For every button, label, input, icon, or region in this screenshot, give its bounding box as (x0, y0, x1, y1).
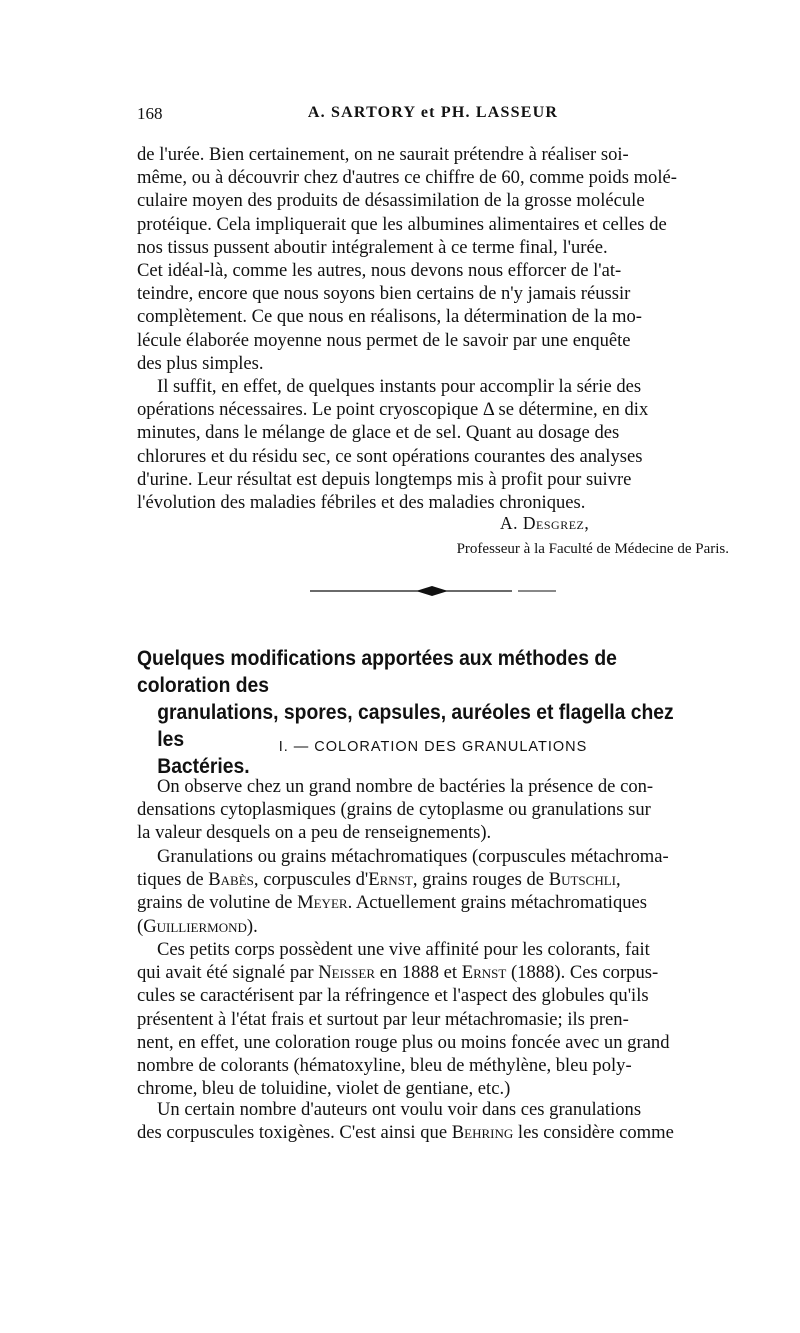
text-run: grains de volutine de (137, 892, 298, 914)
text-line: densations cytoplasmiques (grains de cytoplasme ou granulations sur (137, 799, 651, 821)
text-line: présentent à l'état frais et surtout par leur métachromasie; ils pren- (137, 1008, 629, 1030)
text-run: , grains rouges de (412, 869, 549, 891)
text-line: Granulations ou grains métachromatiques (corpuscules métachroma- (157, 846, 669, 867)
second-paragraph (137, 375, 729, 514)
author-name: Guilliermond (143, 915, 247, 937)
text-run: des corpuscules toxigènes. C'est ainsi que (137, 1122, 452, 1144)
text-line: teindre, encore que nous soyons bien certains de n'y jamais réussir (137, 283, 631, 305)
text-line: protéique. Cela impliquerait que les albumines alimentaires et celles de (137, 213, 667, 235)
text-line: opérations nécessaires. Le point cryoscopique Δ se détermine, en dix (137, 399, 649, 421)
text-line (137, 891, 729, 914)
text-run: ). (246, 915, 258, 937)
text-line: l'évolution des maladies fébriles et des maladies chroniques. (137, 492, 586, 514)
text-run: en 1888 et (375, 962, 462, 984)
text-run: (1888). Ces corpus- (506, 962, 659, 984)
text-line: Ces petits corps possèdent une vive affinité pour les colorants, fait (157, 939, 650, 960)
text-run: , corpuscules d' (253, 869, 369, 891)
text-line: cules se caractérisent par la réfringence et l'aspect des globules qu'ils (137, 985, 649, 1007)
text-run: qui avait été signalé par (137, 962, 319, 984)
running-title: A. SARTORY et PH. LASSEUR (307, 104, 559, 121)
text-line: même, ou à découvrir chez d'autres ce chiffre de 60, comme poids molé- (137, 167, 677, 189)
author-name: Ernst (461, 962, 507, 984)
article-title-line: Bactéries. (157, 755, 250, 778)
text-line: d'urine. Leur résultat est depuis longtemps mis à profit pour suivre (137, 468, 632, 490)
intro-paragraph (137, 143, 729, 375)
page-number: 168 (137, 104, 163, 123)
text-run: , (615, 869, 621, 891)
text-line: chlorures et du résidu sec, ce sont opérations courantes des analyses (137, 445, 643, 467)
text-line: chrome, bleu de toluidine, violet de gentiane, etc.) (137, 1078, 511, 1100)
text-line (137, 961, 729, 984)
text-line: Un certain nombre d'auteurs ont voulu voir dans ces granulations (157, 1099, 642, 1120)
running-head (137, 104, 729, 126)
text-line: Il suffit, en effet, de quelques instants pour accomplir la série des (157, 376, 642, 397)
text-line: nos tissus pussent aboutir intégralement à ce terme final, l'urée. (137, 236, 608, 258)
granulation-paragraph-3 (137, 938, 729, 1100)
granulation-paragraph-4 (137, 1098, 729, 1144)
text-run: ( (137, 915, 144, 937)
text-line: des plus simples. (137, 352, 264, 374)
article-title (137, 645, 689, 780)
text-run: . Actuellement grains métachromatiques (347, 892, 648, 914)
signature-title: Professeur à la Faculté de Médecine de Paris. (456, 541, 729, 557)
author-name: Neisser (318, 962, 375, 984)
text-line: Cet idéal-là, comme les autres, nous devons nous efforcer de l'at- (137, 260, 622, 282)
author-name: Butschli (548, 869, 616, 891)
text-run: les considère comme (513, 1122, 674, 1144)
section-divider-ornament (308, 583, 558, 599)
article-title-line: Quelques modifications apportées aux méthodes de coloration des (137, 647, 617, 697)
granulation-paragraph-1 (137, 775, 729, 845)
text-run: tiques de (137, 869, 209, 891)
text-line (137, 868, 729, 891)
text-line: complètement. Ce que nous en réalisons, la détermination de la mo- (137, 306, 642, 328)
author-name: Behring (451, 1122, 514, 1144)
text-line: de l'urée. Bien certainement, on ne saurait prétendre à réaliser soi- (137, 144, 629, 165)
text-line (137, 915, 729, 938)
text-line: nent, en effet, une coloration rouge plus ou moins foncée avec un grand (137, 1031, 670, 1053)
text-line: nombre de colorants (hématoxyline, bleu de méthylène, bleu poly- (137, 1055, 632, 1077)
text-line (137, 1121, 729, 1144)
signature-name: A. Desgrez, (500, 513, 590, 533)
text-line: la valeur desquels on a peu de renseignements). (137, 822, 492, 844)
text-line: culaire moyen des produits de désassimilation de la grosse molécule (137, 190, 645, 212)
section-heading: I. — COLORATION DES GRANULATIONS (278, 739, 588, 755)
text-line: On observe chez un grand nombre de bactéries la présence de con- (157, 776, 654, 797)
author-name: Babès (208, 869, 254, 891)
author-name: Ernst (368, 869, 413, 891)
granulation-paragraph-2 (137, 845, 729, 938)
text-line: minutes, dans le mélange de glace et de sel. Quant au dosage des (137, 422, 620, 444)
author-name: Meyer (297, 892, 348, 914)
article-title-line: granulations, spores, capsules, auréoles et flagella chez les (157, 701, 674, 751)
text-line: lécule élaborée moyenne nous permet de le savoir par une enquête (137, 329, 631, 351)
